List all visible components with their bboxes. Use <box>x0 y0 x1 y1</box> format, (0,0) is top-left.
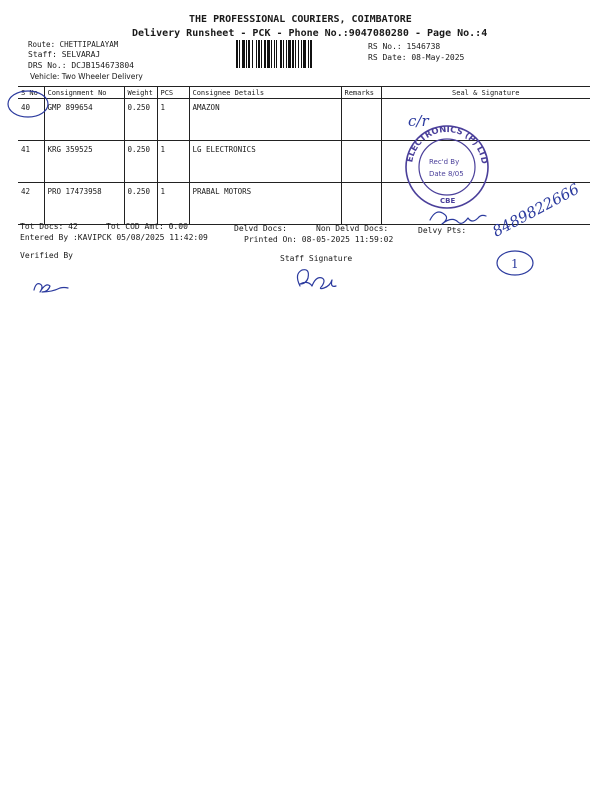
cell-pcs: 1 <box>157 183 189 225</box>
table-row <box>18 141 590 183</box>
company-title: THE PROFESSIONAL COURIERS, COIMBATORE <box>189 14 412 25</box>
runsheet-table <box>18 86 590 225</box>
non-delivered-docs: Non Delvd Docs: <box>316 224 389 233</box>
col-weight: Weight <box>124 87 157 99</box>
staff-signature-icon <box>297 270 336 289</box>
cell-consignee: LG ELECTRONICS <box>189 141 341 183</box>
cell-consignment: GMP 899654 <box>44 99 124 141</box>
route-label: Route: CHETTIPALAYAM <box>28 40 119 49</box>
cell-consignment: KRG 359525 <box>44 141 124 183</box>
table-row <box>18 183 590 225</box>
barcode <box>236 40 358 68</box>
cell-weight: 0.250 <box>124 183 157 225</box>
handwritten-phone: 8489822666 <box>489 179 583 241</box>
cell-consignee: PRABAL MOTORS <box>189 183 341 225</box>
cell-sno: 42 <box>18 183 44 225</box>
col-pcs: PCS <box>157 87 189 99</box>
total-cod-amount: Tot COD Amt: 0.00 <box>106 222 188 231</box>
delivered-docs: Delvd Docs: <box>234 224 287 233</box>
rs-number: RS No.: 1546738 <box>368 42 441 51</box>
verifier-signature-icon <box>34 284 68 292</box>
stamp-ring-text: ELECTRONICS (P) LTD <box>405 124 489 165</box>
cell-sno: 40 <box>18 99 44 141</box>
staff-label: Staff: SELVARAJ <box>28 50 101 59</box>
cell-weight: 0.250 <box>124 141 157 183</box>
cell-weight: 0.250 <box>124 99 157 141</box>
col-consignment: Consignment No <box>44 87 124 99</box>
col-seal: Seal & Signature <box>381 87 590 99</box>
drs-label: DRS No.: DCJB154673804 <box>28 61 134 70</box>
stamp-recd-text: Rec'd By <box>429 158 460 166</box>
printed-on: Printed On: 08-05-2025 11:59:02 <box>244 235 394 244</box>
entered-by: Entered By :KAVIPCK 05/08/2025 11:42:09 <box>20 233 208 242</box>
cell-pcs: 1 <box>157 99 189 141</box>
vehicle-label: Vehicle: Two Wheeler Delivery <box>30 72 143 81</box>
stamp-bottom-text: CBE <box>440 197 456 205</box>
verified-by-label: Verified By <box>20 251 73 260</box>
col-consignee: Consignee Details <box>189 87 341 99</box>
delivery-points: Delvy Pts: <box>418 226 467 235</box>
cell-remarks <box>341 141 381 183</box>
table-header-row <box>18 87 590 99</box>
cell-seal <box>381 183 590 225</box>
cell-seal <box>381 141 590 183</box>
col-remarks: Remarks <box>341 87 381 99</box>
cell-consignment: PRO 17473958 <box>44 183 124 225</box>
table-row <box>18 99 590 141</box>
stamp-date-text: Date 8/05 <box>429 170 464 178</box>
handwritten-cr: c/r <box>408 112 429 130</box>
cell-pcs: 1 <box>157 141 189 183</box>
col-sno: S No <box>18 87 44 99</box>
cell-seal <box>381 99 590 141</box>
cell-consignee: AMAZON <box>189 99 341 141</box>
circled-number-mark <box>497 251 533 275</box>
cell-remarks <box>341 99 381 141</box>
runsheet-subtitle: Delivery Runsheet - PCK - Phone No.:9047080280 - Page No.:4 <box>132 28 488 39</box>
cell-remarks <box>341 183 381 225</box>
cell-sno: 41 <box>18 141 44 183</box>
staff-signature-label: Staff Signature <box>280 254 353 263</box>
rs-date: RS Date: 08-May-2025 <box>368 53 465 62</box>
circled-number: 1 <box>511 257 519 271</box>
total-docs: Tot Docs: 42 <box>20 222 78 231</box>
